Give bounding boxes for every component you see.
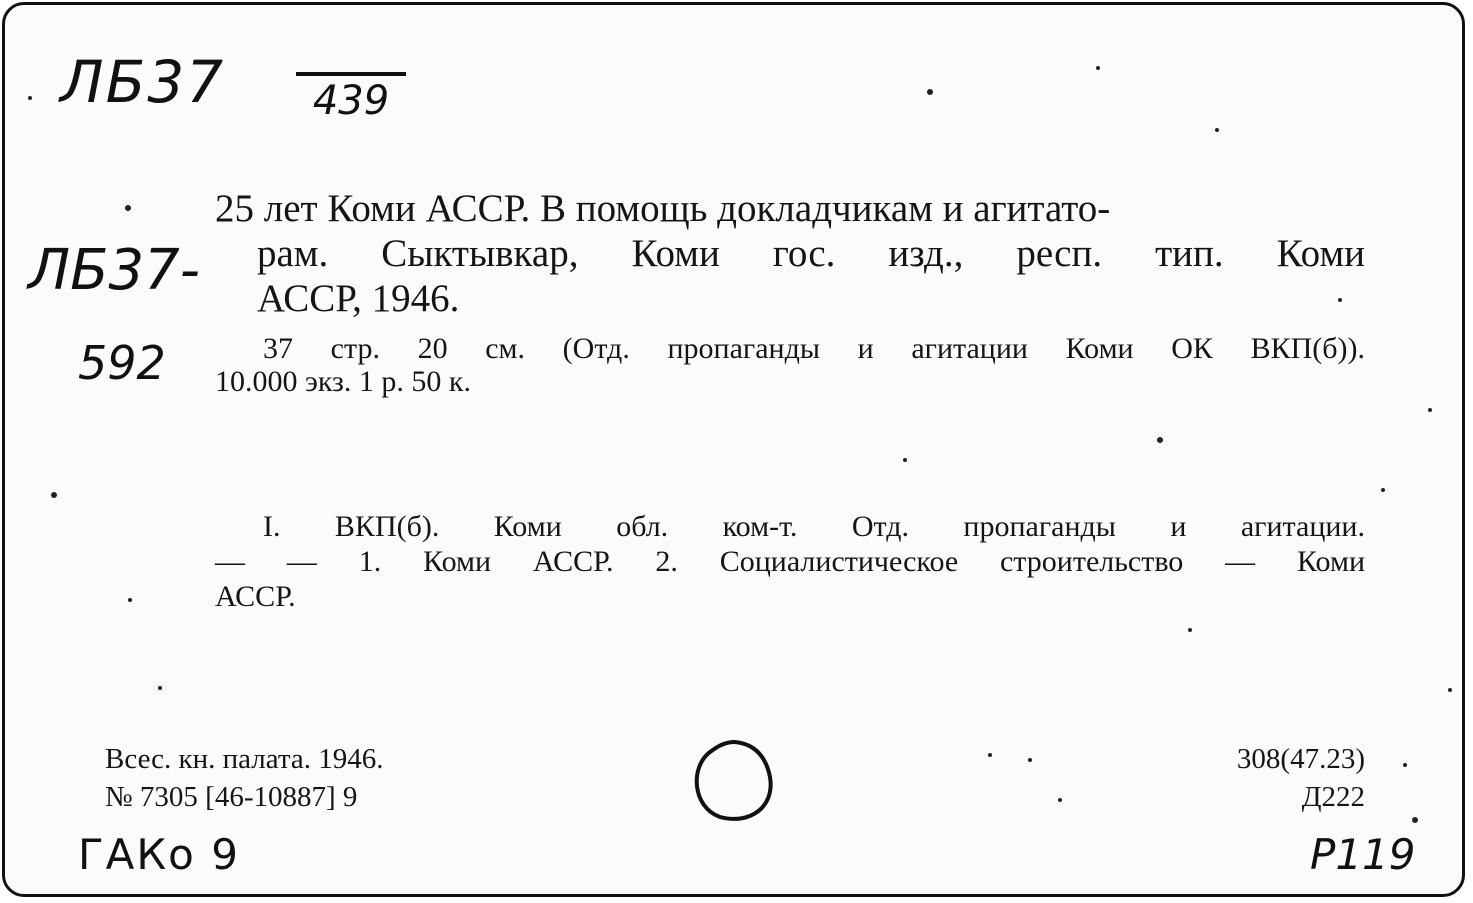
classification-index: 308(47.23) <box>1236 743 1365 775</box>
stamp-circle-icon <box>680 722 790 832</box>
subjects-line-1: I. ВКП(б). Коми обл. ком-т. Отд. пропаганды и агитации. <box>263 510 1365 543</box>
handwritten-inventory-mark: Р119 <box>1310 830 1416 879</box>
title-line-1: 25 лет Коми АССР. В помощь докладчикам и агитато- <box>215 187 1111 230</box>
title-line-3: АССР, 1946. <box>257 277 460 320</box>
title-block <box>215 186 1365 321</box>
handwritten-archive-mark: ГАКо 9 <box>78 830 240 879</box>
handwritten-shelfmark-middle: ЛБ37- <box>28 238 200 303</box>
handwritten-number: 592 <box>78 336 166 390</box>
subjects-line-2: — — 1. Коми АССР. 2. Социалистическое строительство — Коми <box>215 545 1365 578</box>
classification-mark <box>1150 740 1365 816</box>
handwritten-shelfmark-fraction <box>296 72 406 124</box>
collation-line-1: 37 стр. 20 см. (Отд. пропаганды и агитации Коми ОК ВКП(б)). <box>263 332 1365 365</box>
handwritten-denominator: 439 <box>312 78 390 124</box>
chamber-line-1: Всес. кн. палата. 1946. <box>105 743 384 775</box>
subjects-line-3: АССР. <box>215 580 296 613</box>
collation-block <box>215 332 1365 398</box>
title-line-2: рам. Сыктывкар, Коми гос. изд., респ. тип. Коми <box>257 232 1365 275</box>
subject-headings-block <box>215 509 1365 614</box>
collation-line-2: 10.000 экз. 1 р. 50 к. <box>215 365 471 398</box>
author-sign: Д222 <box>1301 781 1365 813</box>
fraction-bar <box>296 72 406 76</box>
handwritten-shelfmark-top: ЛБ37 <box>60 48 226 116</box>
book-chamber-note <box>105 740 384 816</box>
chamber-line-2: № 7305 [46-10887] 9 <box>105 781 358 813</box>
